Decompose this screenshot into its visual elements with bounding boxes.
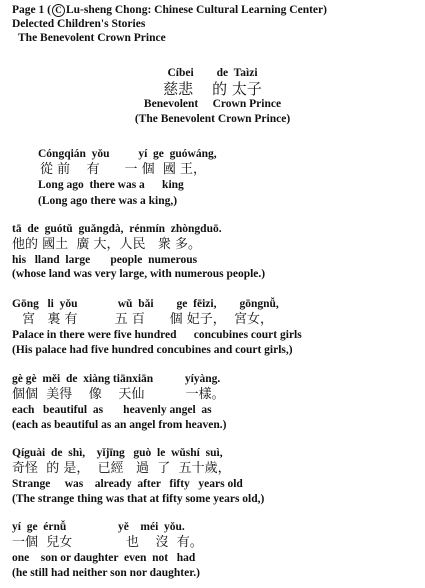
- verse-2-chinese: 他的 國土 廣 大，人民 衆 多。: [12, 237, 202, 252]
- verse-5-chinese: 奇怪 的 是， 已經 過 了 五十歲，: [12, 461, 231, 476]
- title-block: [0, 66, 425, 126]
- title-pinyin: Cíbei de Taìzi: [167, 67, 258, 79]
- verse-4-chinese: 個個 美得 像 天仙 一樣。: [12, 387, 225, 402]
- verse-6-translation: (he still had neither son nor daughter.): [12, 567, 200, 579]
- copyright-icon: C: [52, 4, 65, 17]
- verse-3-english: Palace in there were five hundred concubines court girls: [12, 329, 302, 341]
- verse-5-pinyin: Qíguài de shì, yǐjīng guò le wǔshí suì,: [12, 447, 223, 459]
- title-translation: (The Benevolent Crown Prince): [134, 113, 291, 125]
- page-header-line-1: [12, 4, 327, 17]
- verse-6-english: one son or daughter even not had: [12, 552, 196, 564]
- verse-6-chinese: 一個 兒女 也 沒 有。: [12, 535, 203, 550]
- header-prefix: Page 1 (: [12, 4, 51, 17]
- verse-2-pinyin: tā de guótǔ guǎngdà, rénmín zhòngduō.: [12, 223, 222, 235]
- verse-5-english: Strange was already after fifty years old: [12, 478, 243, 490]
- verse-4-pinyin: gè gè měi de xiàng tiānxiān yíyàng.: [12, 373, 221, 385]
- story-title: The Benevolent Crown Prince: [18, 32, 166, 44]
- verse-3-chinese: 宮 裏 有 五 百 個 妃子， 宮女，: [22, 312, 274, 327]
- verse-1-translation: (Long ago there was a king,): [38, 195, 178, 207]
- collection-title: Delected Children's Stories: [12, 18, 146, 30]
- verse-1-english: Long ago there was a king: [38, 179, 184, 191]
- verse-5-translation: (The strange thing was that at fifty some years old,): [12, 493, 265, 505]
- verse-2-translation: (whose land was very large, with numerous people.): [12, 268, 266, 280]
- verse-3-pinyin: Gōng li yǒu wǔ bǎi ge fēizi, gōngnǚ,: [12, 298, 279, 310]
- verse-2-english: his lland large people numerous: [12, 254, 198, 266]
- title-chinese: 慈悲 的 太子: [163, 80, 262, 98]
- header-author: Lu-sheng Chong: Chinese Cultural Learning Center): [65, 4, 327, 17]
- verse-4-english: each beautiful as heavenly angel as: [12, 404, 212, 416]
- verse-1-chinese: 從 前 有 一 個 國 王，: [40, 162, 206, 177]
- verse-6-pinyin: yí ge érnǚ yě méi yǒu.: [12, 521, 185, 533]
- title-english: Benevolent Crown Prince: [143, 98, 282, 110]
- verse-1-pinyin: Cóngqián yǒu yí ge guówáng,: [38, 148, 217, 160]
- verse-4-translation: (each as beautiful as an angel from heaven.): [12, 419, 227, 431]
- verse-3-translation: (His palace had five hundred concubines and court girls,): [12, 344, 293, 356]
